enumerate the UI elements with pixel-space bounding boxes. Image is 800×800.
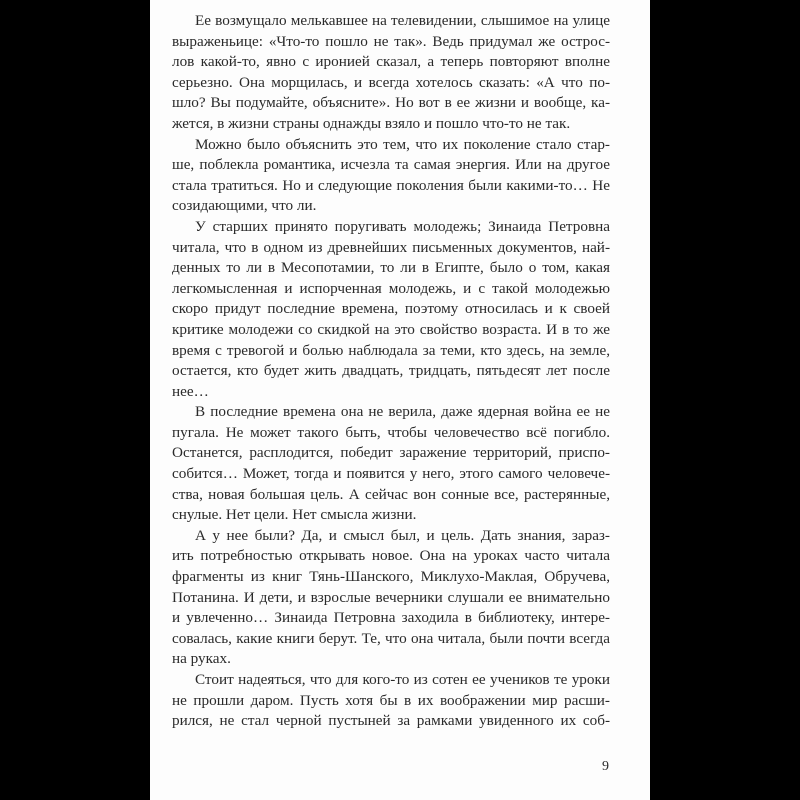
text-line: остается, кто будет жить двадцать, тридцать, пятьдесят лет после [172, 362, 610, 380]
text-line: Можно было объяснить это тем, что их поколение стало стар- [195, 135, 610, 153]
text-line: жется, в жизни страны однажды взяло и пошло что-то не так. [172, 114, 571, 132]
text-line: созидающими, что ли. [172, 197, 317, 215]
text-line: Стоит надеяться, что для кого-то из сотен ее учеников те уроки [195, 671, 610, 688]
text-line: на руках. [172, 650, 231, 668]
text-line: читала, что в одном из древнейших письменных документов, най- [172, 238, 610, 256]
text-line: ства, новая большая цель. А сейчас вон сонные все, растерянные, [172, 485, 610, 503]
text-line: ше, поблекла романтика, исчезла та самая энергия. Или на другое [172, 156, 610, 174]
text-line: нее… [172, 382, 209, 400]
text-line: совалась, какие книги берут. Те, что она читала, были почти всегда [172, 629, 610, 647]
text-line: Останется, расплодится, победит заражение территорий, приспо- [172, 444, 610, 462]
text-line: рился, не стал черной пустыней за рамками увиденного их соб- [172, 712, 610, 730]
text-line: легкомысленная и испорченная молодежь, и с такой молодежью [172, 279, 610, 297]
text-line: фрагменты из книг Тянь-Шанского, Миклухо-Маклая, Обручева, [172, 568, 610, 586]
text-line: скоро придут последние времена, поэтому относилась и к своей [172, 300, 610, 318]
text-line: серьезно. Она морщилась, и всегда хотелось сказать: «А что по- [172, 73, 610, 91]
text-line: пугала. Не может такого быть, чтобы человечество всё погибло. [172, 423, 610, 441]
text-line: критике молодежи со скидкой на это свойство возраста. И в то же [172, 320, 610, 338]
text-line: Потанина. И дети, и взрослые вечерники слушали ее внимательно [172, 588, 610, 606]
text-line: и увлеченно… Зинаида Петровна заходила в библиотеку, интере- [172, 609, 610, 627]
text-line: ить потребностью открывать новое. Она на уроках часто читала [172, 547, 610, 565]
text-line: время с тревогой и болью наблюдала за теми, кто здесь, на земле, [172, 341, 610, 359]
text-line: не прошли даром. Пусть хотя бы в их воображении мир расши- [172, 691, 610, 709]
text-line: денных то ли в Месопотамии, то ли в Египте, было о том, какая [172, 259, 610, 277]
text-line: А у нее были? Да, и смысл был, и цель. Дать знания, зараз- [195, 526, 610, 544]
text-line: стала тратиться. Но и следующие поколения были какими-то… Не [172, 176, 610, 194]
text-line: В последние времена она не верила, даже ядерная война ее не [195, 403, 610, 421]
page-number: 9 [602, 759, 609, 774]
text-line: Ее возмущало мелькавшее на телевидении, слышимое на улице [195, 12, 610, 29]
text-line: снулые. Нет цели. Нет смысла жизни. [172, 506, 417, 524]
paragraph [172, 670, 610, 732]
paragraph [172, 526, 610, 670]
text-line: шло? Вы подумайте, объясните». Но вот в ее жизни и вообще, ка- [172, 94, 610, 112]
text-line: лов какой-то, явно с иронией сказал, а теперь повторяют вполне [172, 53, 610, 71]
paragraph [172, 135, 610, 217]
book-page [150, 0, 650, 800]
text-line: собится… Может, тогда и появится у него, этого самого человече- [172, 465, 610, 483]
text-line: выраженьице: «Что-то пошло не так». Ведь придумал же острос- [172, 32, 610, 50]
text-line: У старших принято поругивать молодежь; Зинаида Петровна [195, 217, 610, 235]
paragraph [172, 217, 610, 402]
paragraph [172, 402, 610, 526]
body-text [172, 11, 610, 732]
paragraph [172, 11, 610, 135]
